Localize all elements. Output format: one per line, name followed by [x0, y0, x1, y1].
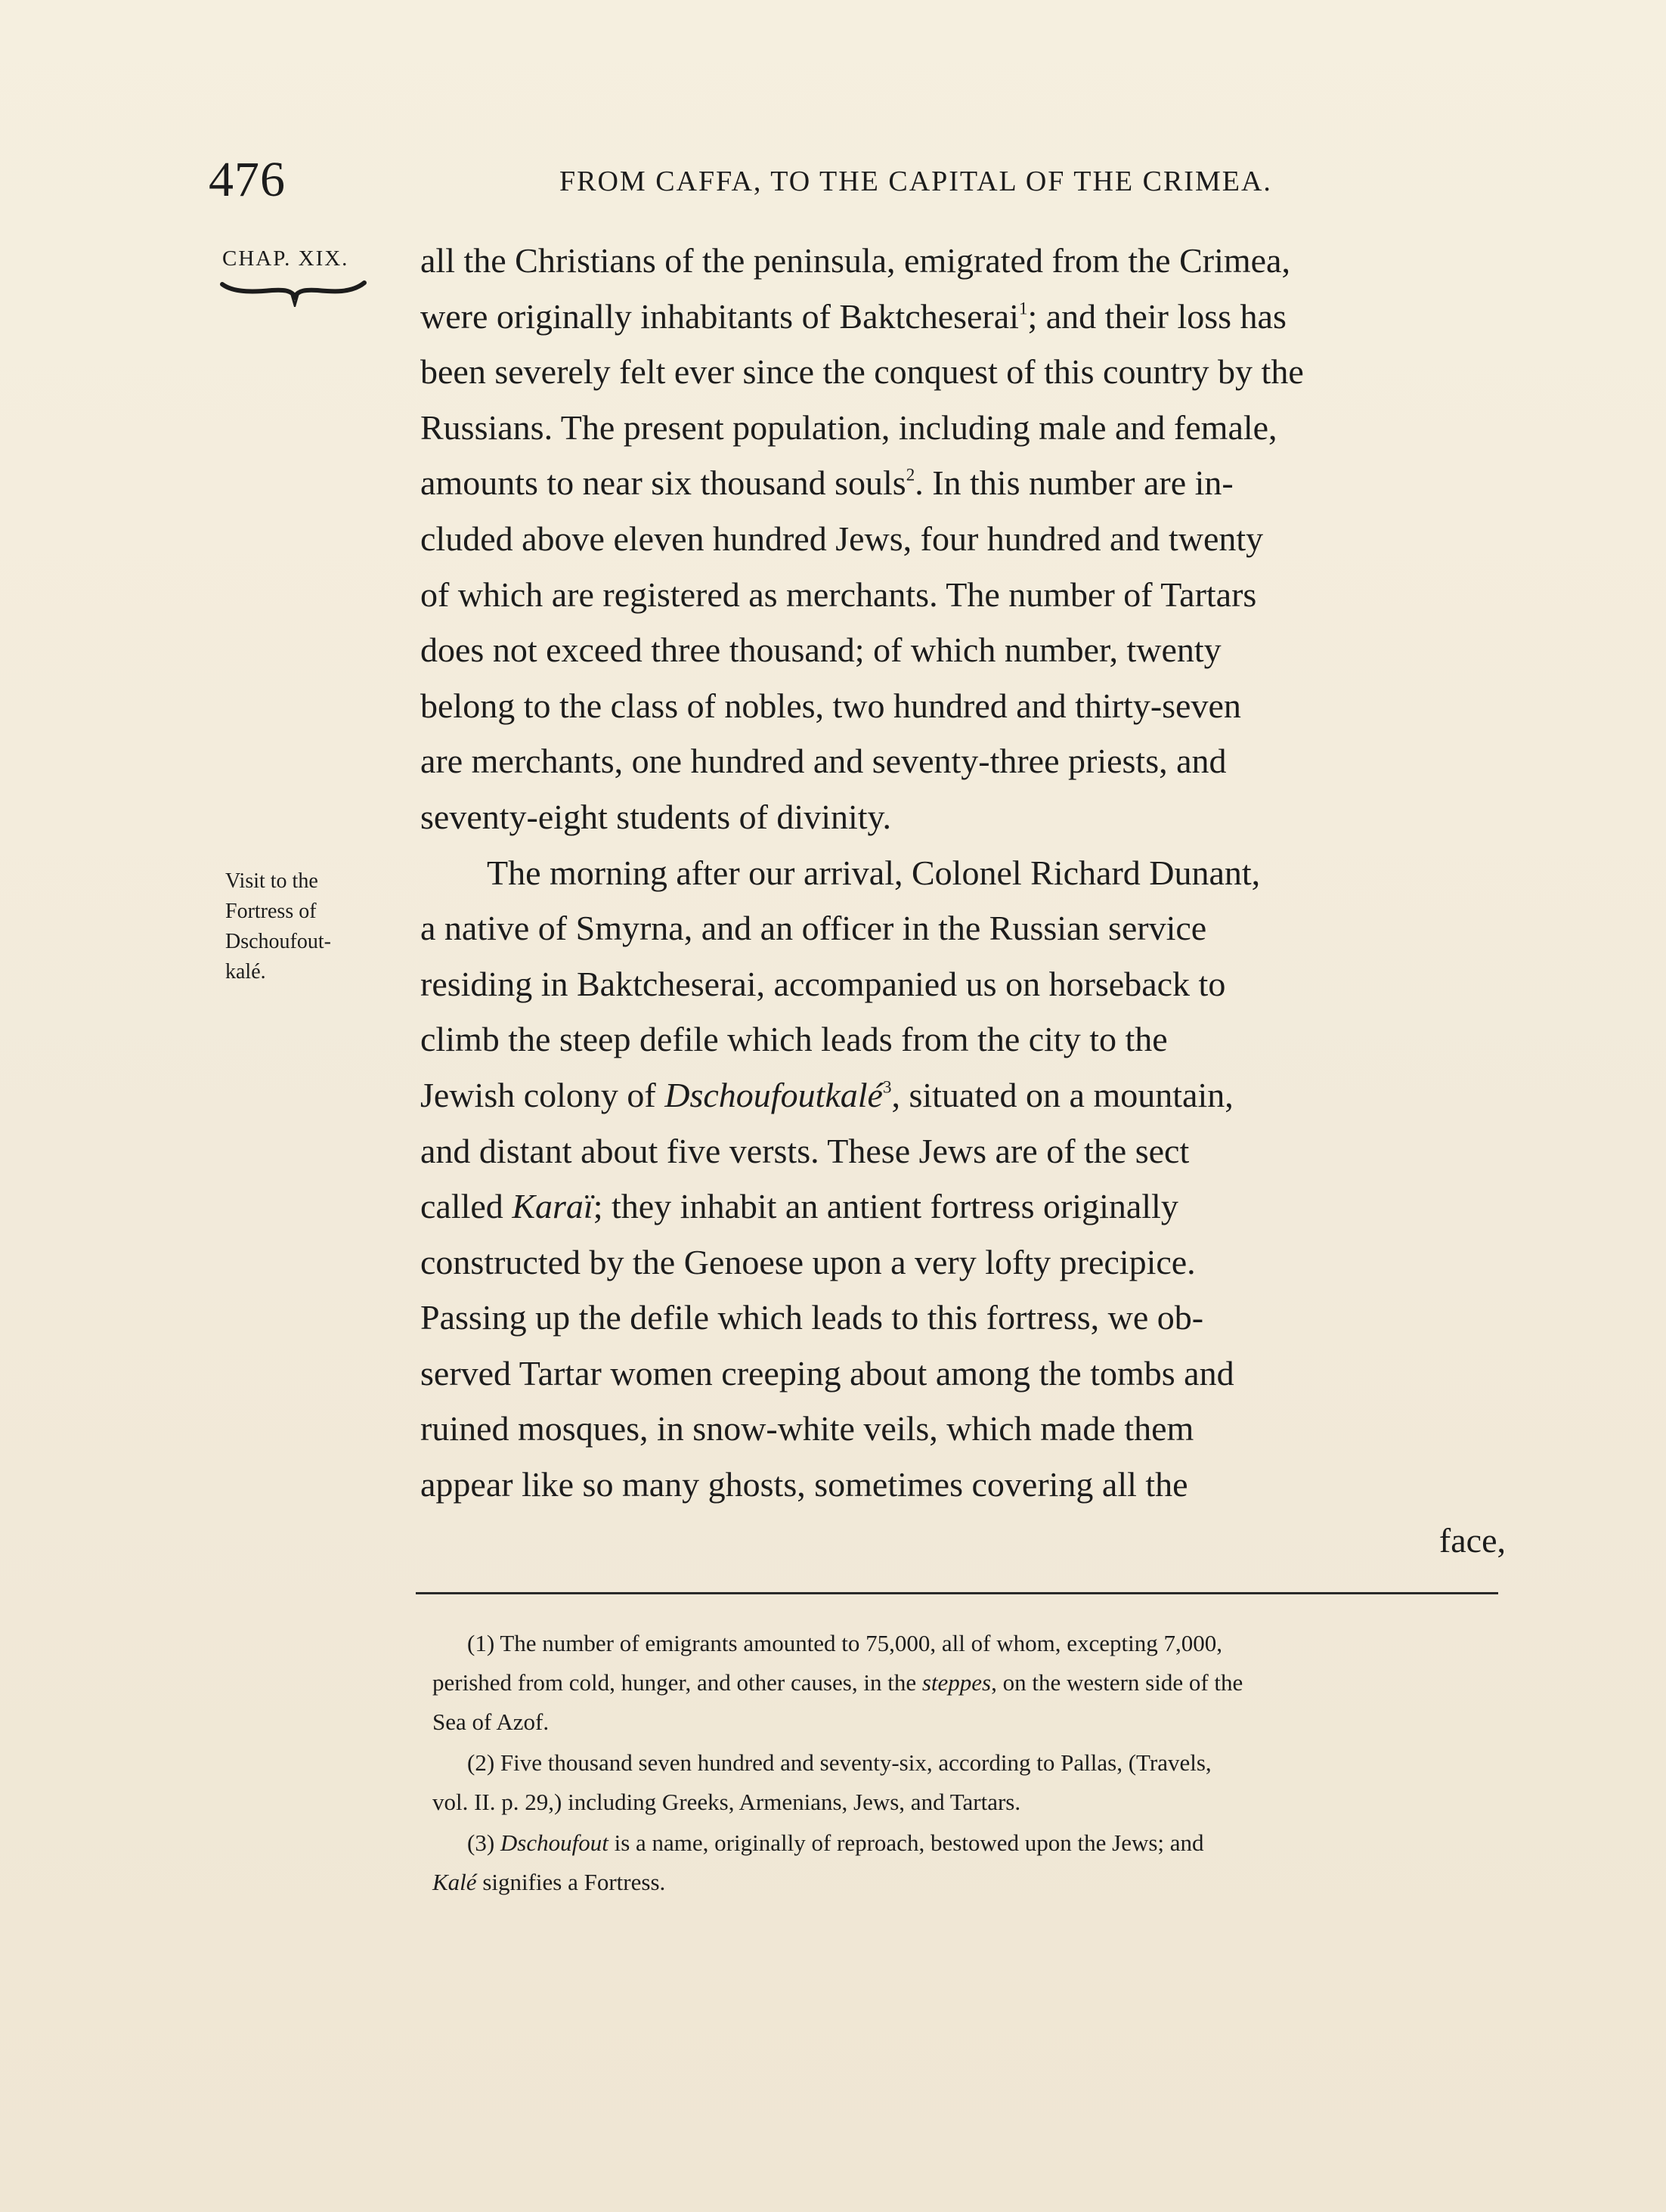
text-line: of which are registered as merchants. The number of Tartars [420, 575, 1257, 614]
footnote-ref: 2 [906, 465, 915, 485]
running-head: FROM CAFFA, TO THE CAPITAL OF THE CRIMEA. [559, 166, 1272, 197]
text-line: amounts to near six thousand souls$^2$. In this number are in- [420, 463, 1234, 503]
text-line: are merchants, one hundred and seventy-three priests, and [420, 742, 1227, 781]
text-line: climb the steep defile which leads from the city to the [420, 1020, 1168, 1059]
text-line: appear like so many ghosts, sometimes covering all the [420, 1465, 1188, 1504]
footnote-marker: (2) [467, 1749, 495, 1776]
text-line: residing in Baktcheserai, accompanied us on horseback to [420, 964, 1226, 1003]
margin-note-line: kalé. [225, 960, 266, 984]
footnote-ref: 3 [882, 1077, 892, 1097]
chapter-label: CHAP. XIX. [222, 246, 349, 271]
text-line: belong to the class of nobles, two hundred and thirty-seven [420, 686, 1241, 725]
text-line: constructed by the Genoese upon a very lofty precipice. [420, 1242, 1196, 1281]
footnotes [432, 1624, 1509, 1904]
text-line: been severely felt ever since the conquest of this country by the [420, 352, 1304, 392]
text-line: Passing up the defile which leads to this fortress, we ob- [420, 1298, 1204, 1337]
margin-note-line: Visit to the [225, 869, 318, 893]
footnote-marker: (1) [467, 1630, 495, 1656]
footnote-ref: 1 [1018, 299, 1028, 318]
text-line: ruined mosques, in snow-white veils, which made them [420, 1409, 1194, 1448]
text-line: were originally inhabitants of Baktcheserai$^1$; and their loss has [420, 296, 1287, 336]
chapter-ornament-icon [219, 277, 370, 307]
footnote-rule [416, 1592, 1498, 1594]
text-line: all the Christians of the peninsula, emigrated from the Crimea, [420, 241, 1290, 280]
page-number: 476 [209, 152, 286, 207]
text-line: a native of Smyrna, and an officer in the Russian service [420, 909, 1207, 948]
text-line: Jewish colony of Dschoufoutkalé$^3$, situated on a mountain, [420, 1075, 1234, 1114]
text-line: and distant about five versts. These Jews are of the sect [420, 1131, 1190, 1170]
margin-note-line: Fortress of [225, 900, 317, 923]
text-line: served Tartar women creeping about among the tombs and [420, 1353, 1234, 1393]
margin-note-line: Dschoufout- [225, 930, 331, 953]
footnote-1: (1) The number of emigrants amounted to 75,000, all of whom, excepting 7,000, perished from cold, hunger, and other causes, in the steppes, on the western side of the Sea of Azof. [432, 1630, 1243, 1735]
text-line: Russians. The present population, including male and female, [420, 407, 1277, 447]
text-line: does not exceed three thousand; of which number, twenty [420, 630, 1222, 670]
text-line: called Karaï; they inhabit an antient fortress originally [420, 1187, 1178, 1226]
margin-note [225, 866, 384, 987]
catchword: face, [1438, 1520, 1506, 1560]
text-line: seventy-eight students of divinity. [420, 797, 892, 836]
text-line: The morning after our arrival, Colonel Richard Dunant, [487, 853, 1261, 892]
footnote-2: (2) Five thousand seven hundred and seventy-six, according to Pallas, (Travels, vol. II. p. 29,) including Greeks, Armenians, Jews, and Tartars. [432, 1749, 1212, 1815]
body-text [420, 233, 1506, 1568]
footnote-3: (3) Dschoufout is a name, originally of reproach, bestowed upon the Jews; and Kalé signifies a Fortress. [432, 1829, 1204, 1895]
footnote-marker: (3) [467, 1829, 495, 1856]
text-line: cluded above eleven hundred Jews, four hundred and twenty [420, 519, 1264, 558]
